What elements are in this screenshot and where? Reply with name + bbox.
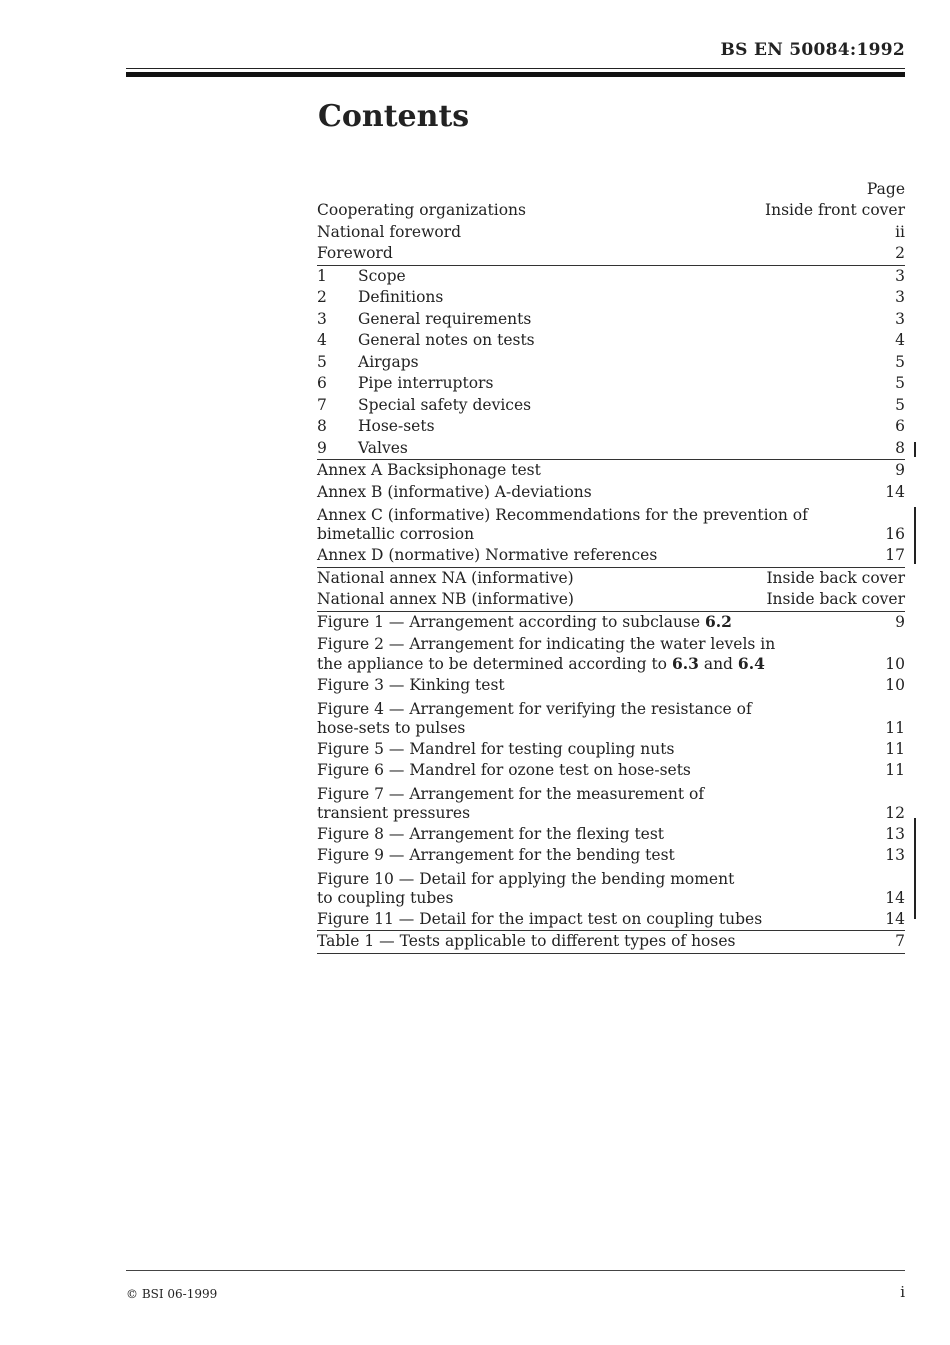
toc-entry-page: 5 — [895, 352, 905, 371]
toc-entry-page: Inside front cover — [764, 201, 905, 219]
toc-entry-label: Figure 3 — Kinking test — [317, 676, 505, 694]
clause-number: 7 — [317, 395, 327, 414]
toc-entry-page: 10 — [885, 676, 905, 694]
toc-clause-entry[interactable] — [317, 266, 905, 288]
clause-number: 5 — [317, 352, 327, 371]
toc-annex-entry[interactable] — [317, 460, 905, 482]
toc-entry-label: Figure 9 — Arrangement for the bending test — [317, 846, 675, 864]
toc-entry-page: 11 — [885, 718, 905, 737]
toc-figure-entry[interactable] — [317, 612, 905, 634]
toc-entry-page: 3 — [895, 288, 905, 306]
toc-entry-label: Figure 5 — Mandrel for testing coupling nuts — [317, 739, 675, 758]
clause-label: Pipe interruptors — [358, 374, 494, 392]
toc-entry-label: Figure 4 — Arrangement for verifying the resistance of hose-sets to pulses — [317, 699, 752, 737]
change-bar — [914, 507, 916, 564]
toc-entry-label: Figure 11 — Detail for the impact test on coupling tubes — [317, 909, 763, 928]
toc-entry-page: 12 — [885, 803, 905, 822]
clause-number: 8 — [317, 417, 327, 435]
toc-entry-page: 9 — [895, 612, 905, 631]
clause-label: Scope — [358, 266, 406, 285]
header-rule-thin — [126, 68, 905, 69]
toc-entry-page: 8 — [895, 438, 905, 457]
toc-annex-entry[interactable] — [317, 482, 905, 504]
toc-entry[interactable] — [317, 222, 905, 244]
clause-number: 2 — [317, 288, 327, 306]
clause-number: 3 — [317, 309, 327, 328]
change-bar — [914, 442, 916, 457]
toc-annex-entry[interactable] — [317, 503, 905, 545]
doc-number: BS EN 50084:1992 — [720, 40, 905, 60]
toc-entry-page: 16 — [885, 525, 905, 543]
clause-label: Airgaps — [358, 352, 419, 371]
toc-entry-page: 5 — [895, 374, 905, 392]
clause-number: 9 — [317, 438, 327, 457]
toc-clause-entry[interactable] — [317, 287, 905, 309]
toc-entry-page: 13 — [885, 824, 905, 843]
clause-label: General notes on tests — [358, 331, 535, 349]
toc-figure-entry[interactable] — [317, 633, 905, 675]
toc-entry-page: 11 — [885, 761, 905, 779]
toc-table-entry[interactable] — [317, 931, 905, 953]
clause-label: Hose-sets — [358, 417, 435, 435]
toc-entry-label: Figure 1 — Arrangement according to subclause 6.2 — [317, 611, 732, 631]
toc-figure-entry[interactable] — [317, 782, 905, 824]
toc-clause-entry[interactable] — [317, 373, 905, 395]
toc-entry-page: 10 — [885, 655, 905, 673]
clause-number: 4 — [317, 331, 327, 349]
toc-entry-label: Figure 2 — Arrangement for indicating the water levels in the appliance to be determined according to 6.3 and 6.4 — [317, 635, 776, 673]
change-bar — [914, 818, 916, 919]
toc-entry[interactable] — [317, 589, 905, 611]
toc-clause-entry[interactable] — [317, 330, 905, 352]
toc-entry-label: Figure 6 — Mandrel for ozone test on hose-sets — [317, 761, 691, 779]
toc-entry[interactable] — [317, 568, 905, 590]
toc-entry-page: Inside back cover — [766, 590, 905, 608]
toc-entry-page: 9 — [895, 461, 905, 479]
toc-group-annexes — [317, 460, 905, 568]
toc-entry-page: 14 — [885, 482, 905, 501]
toc-clause-entry[interactable] — [317, 309, 905, 331]
header-rule-thick — [126, 72, 905, 77]
toc-entry-page: 17 — [885, 546, 905, 564]
toc-figure-entry[interactable] — [317, 845, 905, 867]
toc-entry-label: Annex A Backsiphonage test — [317, 461, 541, 479]
footer-rule — [126, 1270, 905, 1271]
clause-label: Special safety devices — [358, 395, 532, 414]
toc-entry-page: 6 — [895, 417, 905, 435]
toc-entry-page: 13 — [885, 846, 905, 864]
toc-clause-entry[interactable] — [317, 438, 905, 460]
toc-group-tables — [317, 931, 905, 954]
toc-entry[interactable] — [317, 200, 905, 222]
toc-group-national-annexes — [317, 568, 905, 612]
toc-figure-entry[interactable] — [317, 697, 905, 739]
page-number: i — [900, 1283, 905, 1301]
toc-entry-page: ii — [895, 222, 905, 241]
clause-label: Valves — [358, 438, 408, 457]
clause-label: Definitions — [358, 288, 444, 306]
toc-entry-page: 5 — [895, 395, 905, 414]
toc-entry-page: 3 — [895, 309, 905, 328]
toc-annex-entry[interactable] — [317, 545, 905, 567]
toc-entry-label: Annex B (informative) A-deviations — [317, 482, 592, 501]
toc-entry[interactable] — [317, 243, 905, 265]
toc-group-clauses — [317, 266, 905, 461]
toc-entry-label: Figure 8 — Arrangement for the flexing test — [317, 824, 665, 843]
clause-number: 1 — [317, 266, 327, 285]
toc-figure-entry[interactable] — [317, 739, 905, 761]
toc-entry-page: 7 — [895, 932, 905, 950]
toc-entry-page: 4 — [895, 331, 905, 349]
toc-entry-label: Figure 7 — Arrangement for the measurement of transient pressures — [317, 784, 705, 822]
toc-entry-label: Annex D (normative) Normative references — [317, 546, 658, 564]
toc-figure-entry[interactable] — [317, 675, 905, 697]
toc-entry-label: Annex C (informative) Recommendations for the prevention of bimetallic corrosion — [317, 506, 808, 543]
toc-entry-label: National annex NA (informative) — [317, 568, 574, 587]
toc-entry-label: Cooperating organizations — [317, 201, 526, 219]
toc-figure-entry[interactable] — [317, 760, 905, 782]
toc-entry-page: 14 — [885, 888, 905, 907]
table-of-contents — [317, 178, 905, 954]
toc-entry-page: 2 — [895, 244, 905, 262]
toc-entry-page: 14 — [885, 909, 905, 928]
toc-entry-label: Figure 10 — Detail for applying the bending moment to coupling tubes — [317, 869, 735, 907]
toc-clause-entry[interactable] — [317, 352, 905, 374]
toc-entry-label: National annex NB (informative) — [317, 590, 574, 608]
toc-figure-entry[interactable] — [317, 867, 905, 909]
toc-figure-entry[interactable] — [317, 824, 905, 846]
toc-clause-entry[interactable] — [317, 395, 905, 417]
toc-entry-page: Inside back cover — [766, 568, 905, 587]
toc-entry-label: National foreword — [317, 222, 462, 241]
copyright: © BSI 06-1999 — [126, 1287, 218, 1301]
page-column-label: Page — [866, 180, 905, 198]
toc-figure-entry[interactable] — [317, 909, 905, 931]
toc-group-prelims — [317, 200, 905, 266]
page-title: Contents — [318, 99, 470, 134]
toc-entry-page: 11 — [885, 739, 905, 758]
toc-entry-label: Table 1 — Tests applicable to different types of hoses — [317, 932, 736, 950]
toc-group-figures — [317, 612, 905, 932]
toc-clause-entry[interactable] — [317, 416, 905, 438]
toc-entry-label: Foreword — [317, 244, 393, 262]
clause-label: General requirements — [358, 309, 532, 328]
clause-number: 6 — [317, 374, 327, 392]
toc-entry-page: 3 — [895, 266, 905, 285]
